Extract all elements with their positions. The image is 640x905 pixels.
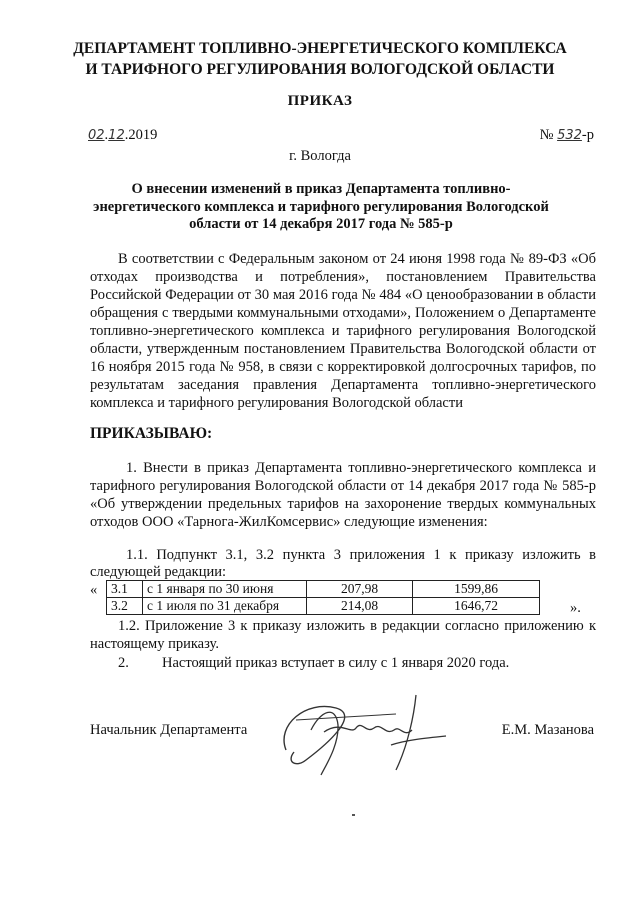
tariff-table [106, 580, 540, 615]
signatory-position: Начальник Департамента [90, 722, 248, 738]
directive-heading: ПРИКАЗЫВАЮ: [90, 425, 213, 442]
quote-open-mark: « [90, 582, 98, 598]
item-1-2-paragraph: 1.2. Приложение 3 к приказу изложить в редакции согласно приложению к настоящему приказу. [90, 618, 596, 652]
handwritten-signature [266, 690, 456, 780]
item-2-paragraph [118, 655, 509, 672]
department-line-1: ДЕПАРТАМЕНТ ТОПЛИВНО-ЭНЕРГЕТИЧЕСКОГО КОМПЛЕКСА [73, 40, 567, 57]
item-1-1-paragraph: 1.1. Подпункт 3.1, 3.2 пункта 3 приложения 1 к приказу изложить в следующей редакции: [90, 547, 596, 580]
handwritten-number: 532 [557, 128, 582, 143]
item-2-text: Настоящий приказ вступает в силу с 1 января 2020 года. [162, 655, 510, 671]
department-header [40, 38, 600, 80]
row-period: с 1 июля по 31 декабря [143, 598, 307, 615]
scan-speck [352, 814, 355, 816]
row-value-2: 1599,86 [413, 581, 540, 598]
signatory-name: Е.М. Мазанова [501, 722, 594, 738]
document-type: ПРИКАЗ [287, 93, 353, 109]
order-year: .2019 [124, 127, 158, 143]
row-value-1: 207,98 [307, 581, 413, 598]
order-number [540, 127, 594, 144]
order-date: 02.12.2019 [88, 127, 158, 143]
order-subject: О внесении изменений в приказ Департамента топливно-энергетического комплекса и тарифного регулирования Вологодской области от 14 декабря 2017 года № 585-р [93, 181, 549, 232]
row-value-1: 214,08 [307, 598, 413, 615]
preamble-paragraph: В соответствии с Федеральным законом от 24 июня 1998 года № 89-ФЗ «Об отходах производства и потребления», постановлением Правительства Российской Федерации от 30 мая 2016 года № 484 «О ценообразовании в области обращения с твердыми коммунальными отходами», Положением о Департаменте топливно-энергетического комплекса и тарифного регулирования Вологодской области, утвержденным постановлением Правительства Вологодской области от 16 ноября 2015 года № 958, в связи с корректировкой долгосрочных тарифов, по результатам заседания правления Департамента топливно-энергетического комплекса и тарифного регулирования Вологодской области [90, 251, 596, 411]
number-sign: № [539, 127, 554, 143]
item-2-number: 2. [118, 655, 129, 671]
city: г. Вологда [289, 148, 351, 164]
handwritten-day: 02 [88, 128, 105, 143]
item-1-paragraph: 1. Внести в приказ Департамента топливно-энергетического комплекса и тарифного регулирования Вологодской области от 14 декабря 2017 года № 585-р «Об утверждении предельных тарифов на захоронение твердых коммунальных отходов ООО «Тарнога-ЖилКомсервис» следующие изменения: [90, 460, 596, 530]
row-code: 3.1 [107, 581, 143, 598]
table-row [107, 598, 540, 615]
row-code: 3.2 [107, 598, 143, 615]
row-value-2: 1646,72 [413, 598, 540, 615]
number-suffix: -р [581, 127, 594, 143]
handwritten-month: 12 [108, 128, 125, 143]
table-row [107, 581, 540, 598]
row-period: с 1 января по 30 июня [143, 581, 307, 598]
department-line-2: И ТАРИФНОГО РЕГУЛИРОВАНИЯ ВОЛОГОДСКОЙ ОБЛАСТИ [85, 61, 555, 78]
quote-close-mark: ». [570, 600, 581, 616]
